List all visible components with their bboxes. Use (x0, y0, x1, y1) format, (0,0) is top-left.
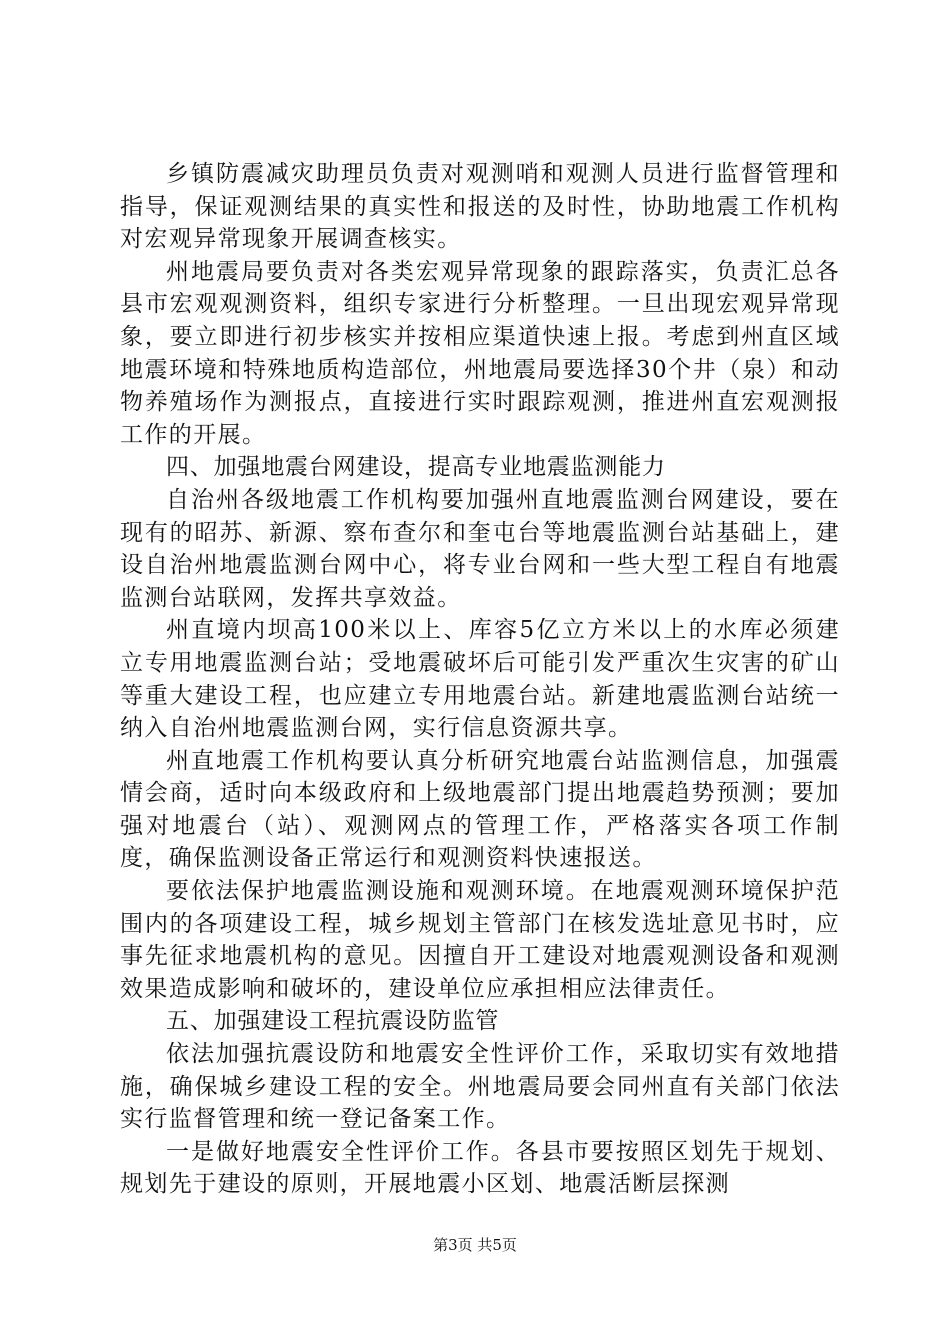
section-heading-5: 五、加强建设工程抗震设防监管 (166, 1008, 500, 1035)
paragraph-prefecture-bureau-duties: 州地震局要负责对各类宏观异常现象的跟踪落实，负责汇总各县市宏观观测资料，组织专家进行分析整理。一旦出现宏观异常现象，要立即进行初步核实并按相应渠道快速上报。考虑到州直区域地震环境和特殊地质构造部位，州地震局要选择30个井（泉）和动物养殖场作为测报点，直接进行实时跟踪观测，推进州直宏观测报工作的开展。 (120, 258, 840, 448)
paragraph-monitoring-analysis: 州直地震工作机构要认真分析研究地震台站监测信息，加强震情会商，适时向本级政府和上级地震部门提出地震趋势预测；要加强对地震台（站）、观测网点的管理工作，严格落实各项工作制度，确保监测设备正常运行和观测资料快速报送。 (120, 747, 840, 872)
section-heading-4: 四、加强地震台网建设，提高专业地震监测能力 (166, 454, 666, 481)
paragraph-observation-assistants: 乡镇防震减灾助理员负责对观测哨和观测人员进行监督管理和指导，保证观测结果的真实性和报送的及时性，协助地震工作机构对宏观异常现象开展调查核实。 (120, 161, 840, 253)
paragraph-seismic-fortification: 依法加强抗震设防和地震安全性评价工作，采取切实有效地措施，确保城乡建设工程的安全。州地震局要会同州直有关部门依法实行监督管理和统一登记备案工作。 (120, 1041, 840, 1133)
paragraph-facility-protection: 要依法保护地震监测设施和观测环境。在地震观测环境保护范围内的各项建设工程，城乡规划主管部门在核发选址意见书时，应事先征求地震机构的意见。因擅自开工建设对地震观测设备和观测效果造成影响和破坏的，建设单位应承担相应法律责任。 (120, 878, 840, 1002)
paragraph-safety-evaluation: 一是做好地震安全性评价工作。各县市要按照区划先于规划、规划先于建设的原则，开展地震小区划、地震活断层探测 (120, 1138, 840, 1198)
paragraph-reservoir-stations: 州直境内坝高100米以上、库容5亿立方米以上的水库必须建立专用地震监测台站；受地震破坏后可能引发严重次生灾害的矿山等重大建设工程，也应建立专用地震台站。新建地震监测台站统一纳入自治州地震监测台网，实行信息资源共享。 (120, 617, 840, 742)
document-body (120, 158, 840, 1201)
paragraph-network-construction: 自治州各级地震工作机构要加强州直地震监测台网建设，要在现有的昭苏、新源、察布查尔和奎屯台等地震监测台站基础上，建设自治州地震监测台网中心，将专业台网和一些大型工程自有地震监测台站联网，发挥共享效益。 (120, 486, 840, 611)
page-footer: 第3页 共5页 (433, 1236, 517, 1254)
